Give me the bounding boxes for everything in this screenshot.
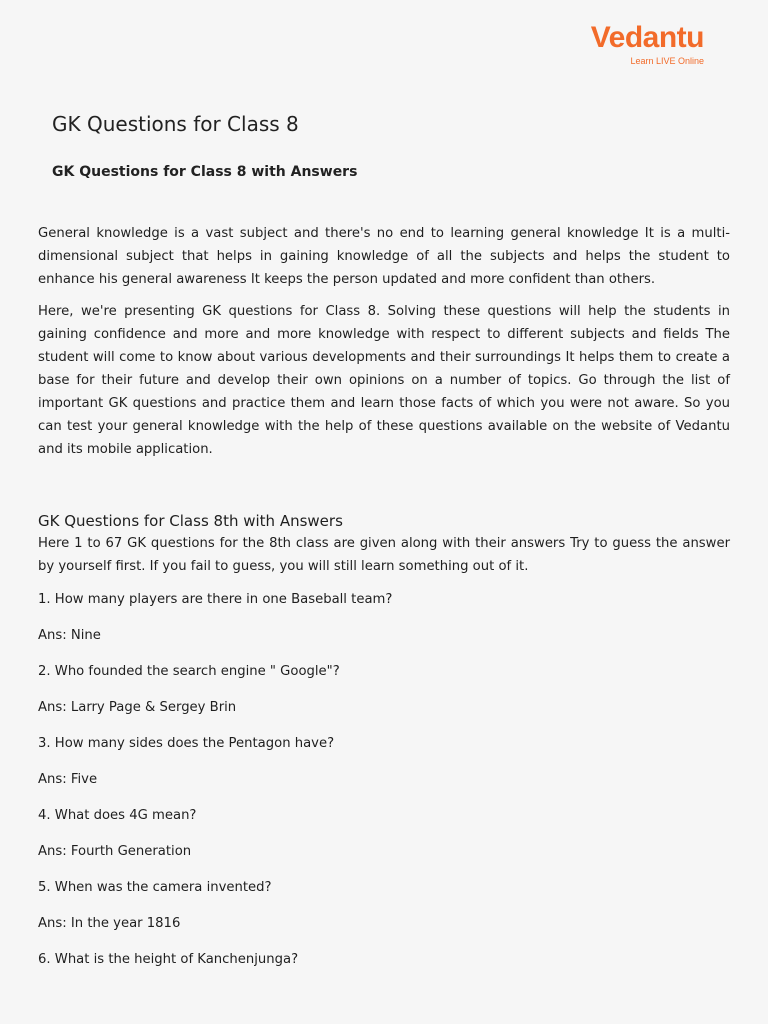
answer-5: Ans: In the year 1816	[38, 916, 181, 931]
answer-3: Ans: Five	[38, 772, 98, 787]
answer-2: Ans: Larry Page & Sergey Brin	[38, 700, 237, 715]
question-4: 4. What does 4G mean?	[38, 808, 197, 823]
logo-brand: Vedantu	[590, 21, 704, 54]
document-body	[38, 222, 730, 986]
section-heading: GK Questions for Class 8th with Answers	[38, 512, 343, 530]
description-paragraph: Here, we're presenting GK questions for Class 8. Solving these questions will help the students in gaining confidence and more and more knowledge with respect to different subjects and fields The student will come to know about various developments and their surroundings It helps them to create a base for their future and develop their own opinions on a number of topics. Go through the list of important GK questions and practice them and learn those facts of which you were not aware. So you can test your general knowledge with the help of these questions available on the website of Vedantu and its mobile application.	[38, 304, 730, 457]
answer-1: Ans: Nine	[38, 628, 101, 643]
logo-tagline: Learn LIVE Online	[630, 56, 704, 66]
answer-4: Ans: Fourth Generation	[38, 844, 192, 859]
section-intro: Here 1 to 67 GK questions for the 8th class are given along with their answers Try to guess the answer by yourself first. If you fail to guess, you will still learn something out of it.	[38, 536, 730, 574]
vedantu-logo	[591, 22, 704, 66]
page-title: GK Questions for Class 8	[52, 112, 299, 136]
question-2: 2. Who founded the search engine " Google"?	[38, 664, 340, 679]
question-3: 3. How many sides does the Pentagon have?	[38, 736, 335, 751]
question-1: 1. How many players are there in one Baseball team?	[38, 592, 393, 607]
question-6: 6. What is the height of Kanchenjunga?	[38, 952, 299, 967]
page-subtitle: GK Questions for Class 8 with Answers	[52, 164, 358, 180]
intro-paragraph: General knowledge is a vast subject and there's no end to learning general knowledge It is a multi-dimensional subject that helps in gaining knowledge of all the subjects and helps the student to enhance his general awareness It keeps the person updated and more confident than others.	[38, 226, 730, 287]
question-5: 5. When was the camera invented?	[38, 880, 272, 895]
qa-list	[38, 590, 730, 970]
